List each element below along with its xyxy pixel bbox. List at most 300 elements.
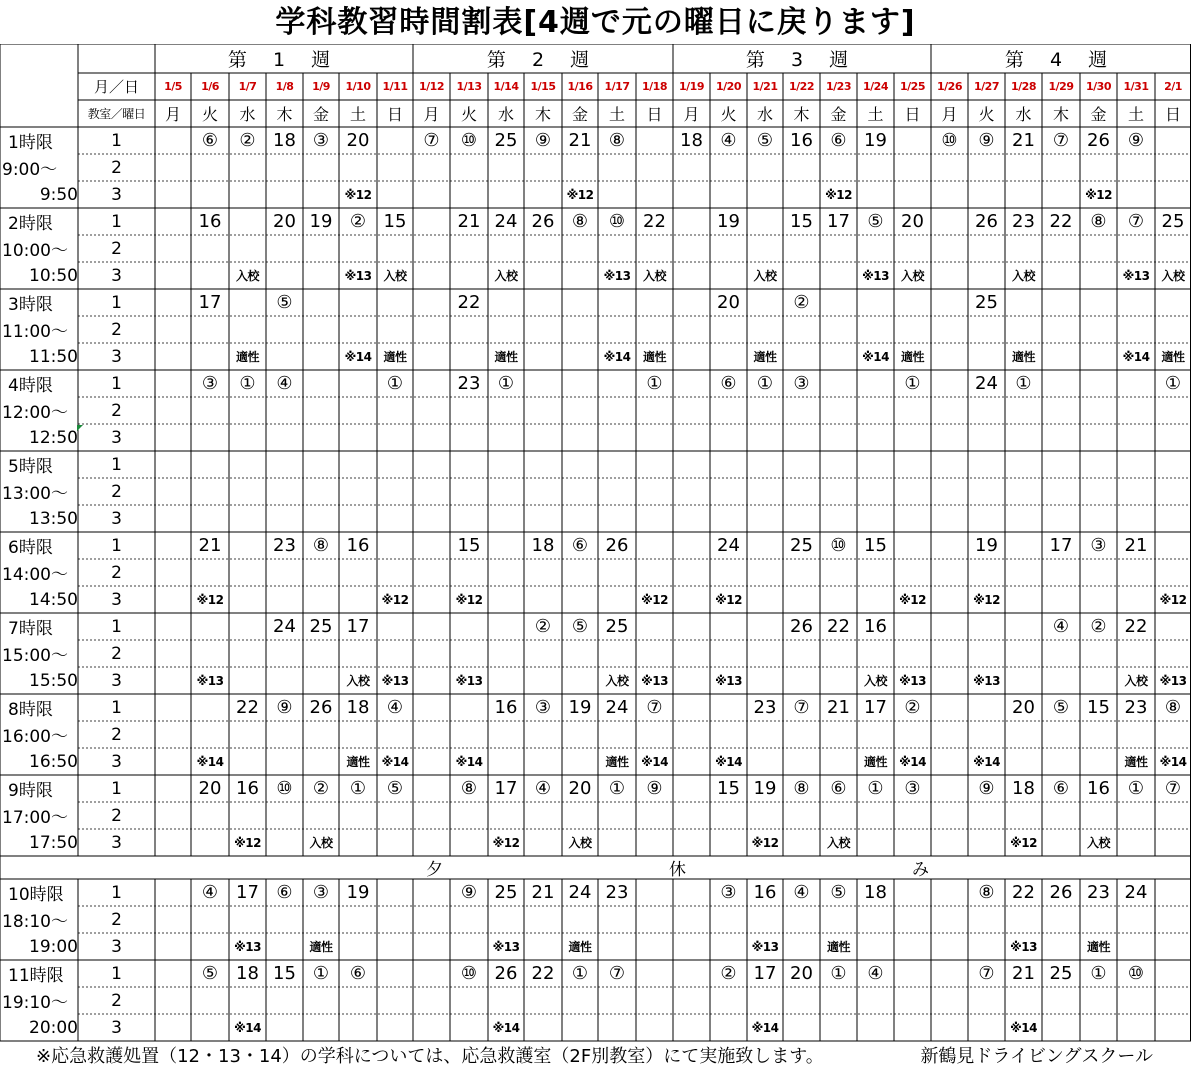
lesson-cell: 24: [975, 373, 998, 394]
lesson-cell: [1117, 721, 1155, 748]
lesson-cell: 入校: [1011, 269, 1035, 283]
lesson-cell: 入校: [605, 674, 629, 688]
lesson-cell: [636, 987, 673, 1014]
lesson-cell: [303, 802, 339, 829]
lesson-cell: [450, 451, 488, 478]
lesson-cell: [1117, 451, 1155, 478]
lesson-cell: ④: [720, 130, 737, 151]
lesson-cell: ⑧: [1164, 697, 1182, 718]
lesson-cell: ※12: [751, 835, 779, 850]
date-header: 1/27: [974, 80, 999, 93]
lesson-cell: [1005, 154, 1042, 181]
lesson-cell: [1117, 933, 1155, 960]
lesson-cell: [747, 802, 783, 829]
lesson-cell: [339, 235, 377, 262]
lesson-cell: [820, 424, 857, 451]
lesson-cell: ⑧: [571, 211, 589, 232]
lesson-cell: [598, 933, 636, 960]
lesson-cell: 22: [457, 292, 481, 313]
lesson-cell: [820, 667, 857, 694]
lesson-cell: ④: [201, 882, 219, 903]
lesson-cell: [524, 154, 562, 181]
lesson-cell: [229, 640, 266, 667]
lesson-cell: [673, 694, 710, 721]
lesson-cell: [857, 235, 894, 262]
lesson-cell: [820, 1014, 857, 1041]
lesson-cell: [636, 451, 673, 478]
lesson-cell: [710, 1014, 747, 1041]
lesson-cell: ※13: [862, 268, 889, 283]
lesson-cell: [820, 451, 857, 478]
lesson-cell: ※13: [455, 673, 483, 688]
lesson-cell: [450, 694, 488, 721]
lesson-cell: ④: [276, 373, 293, 394]
lesson-cell: [968, 478, 1005, 505]
lesson-cell: ⑤: [571, 616, 589, 637]
lesson-cell: 入校: [346, 674, 370, 688]
lesson-cell: [598, 154, 636, 181]
lesson-cell: [303, 721, 339, 748]
lesson-cell: [1155, 316, 1191, 343]
lesson-cell: [191, 802, 229, 829]
lesson-cell: 18: [236, 963, 259, 984]
lesson-cell: [339, 559, 377, 586]
lesson-cell: [1005, 559, 1042, 586]
lesson-cell: [524, 235, 562, 262]
lesson-cell: [229, 181, 266, 208]
lesson-cell: [673, 802, 710, 829]
lesson-cell: [229, 316, 266, 343]
lesson-cell: [931, 987, 968, 1014]
period-end-time: 16:50: [29, 751, 78, 772]
lesson-cell: [598, 640, 636, 667]
lesson-cell: 25: [605, 616, 629, 637]
lesson-cell: [488, 640, 524, 667]
lesson-cell: [229, 505, 266, 532]
lesson-cell: ①: [386, 373, 404, 394]
lesson-cell: [1155, 559, 1191, 586]
lesson-cell: [636, 829, 673, 856]
weekday-header: 水: [497, 105, 514, 124]
period-end-time: 11:50: [29, 346, 78, 367]
room-number: 1: [111, 882, 122, 903]
lesson-cell: ④: [867, 963, 884, 984]
lesson-cell: [783, 505, 820, 532]
lesson-cell: ⑩: [941, 130, 958, 151]
lesson-cell: [450, 424, 488, 451]
room-number: 1: [111, 130, 122, 151]
lesson-cell: [931, 424, 968, 451]
lesson-cell: ①: [867, 778, 884, 799]
lesson-cell: [894, 640, 931, 667]
lesson-cell: [1117, 802, 1155, 829]
lesson-cell: 適性: [1011, 350, 1035, 364]
lesson-cell: [413, 343, 450, 370]
lesson-cell: 15: [1087, 697, 1110, 718]
lesson-cell: [191, 640, 229, 667]
lesson-cell: [413, 933, 450, 960]
lesson-cell: [636, 640, 673, 667]
lesson-cell: [673, 906, 710, 933]
lesson-cell: [413, 987, 450, 1014]
lesson-cell: [1155, 235, 1191, 262]
lesson-cell: [673, 316, 710, 343]
lesson-cell: [968, 505, 1005, 532]
lesson-cell: ※14: [1010, 1020, 1037, 1035]
lesson-cell: [303, 667, 339, 694]
lesson-cell: [303, 235, 339, 262]
lesson-cell: [1042, 262, 1080, 289]
lesson-cell: ①: [312, 963, 330, 984]
lesson-cell: [1042, 235, 1080, 262]
lesson-cell: ④: [793, 882, 810, 903]
lesson-cell: [894, 316, 931, 343]
lesson-cell: 23: [1087, 882, 1110, 903]
lesson-cell: [266, 559, 303, 586]
lesson-cell: [894, 960, 931, 987]
lesson-cell: [710, 802, 747, 829]
lesson-cell: [783, 235, 820, 262]
lesson-cell: [968, 424, 1005, 451]
lesson-cell: [747, 424, 783, 451]
lesson-cell: [303, 397, 339, 424]
lesson-cell: ②: [720, 963, 737, 984]
weekday-header: 日: [904, 105, 921, 124]
lesson-cell: [303, 181, 339, 208]
lesson-cell: 適性: [826, 940, 850, 954]
lesson-cell: [968, 694, 1005, 721]
lesson-cell: ※12: [641, 592, 668, 607]
lesson-cell: 18: [531, 535, 555, 556]
lesson-cell: [1080, 640, 1117, 667]
lesson-cell: [524, 1014, 562, 1041]
lesson-cell: [968, 1014, 1005, 1041]
lesson-cell: ⑧: [312, 535, 330, 556]
lesson-cell: ③: [720, 882, 737, 903]
lesson-cell: [1005, 316, 1042, 343]
lesson-cell: 20: [1012, 697, 1035, 718]
lesson-cell: [450, 1014, 488, 1041]
lesson-cell: ③: [1090, 535, 1107, 556]
lesson-cell: [1155, 127, 1191, 154]
lesson-cell: [413, 208, 450, 235]
lesson-cell: [413, 262, 450, 289]
period-start-time: 9:00～: [2, 160, 58, 180]
lesson-cell: [1155, 933, 1191, 960]
lesson-cell: ※12: [234, 835, 261, 850]
lesson-cell: 19: [568, 697, 592, 718]
lesson-cell: [747, 505, 783, 532]
lesson-cell: ※13: [196, 673, 224, 688]
lesson-cell: [413, 694, 450, 721]
lesson-cell: [783, 1014, 820, 1041]
lesson-cell: [820, 154, 857, 181]
lesson-cell: [968, 316, 1005, 343]
lesson-cell: [820, 987, 857, 1014]
lesson-cell: ※12: [566, 187, 594, 202]
week-header: 第 3 週: [745, 49, 859, 71]
lesson-cell: [1005, 987, 1042, 1014]
room-number: 2: [111, 157, 122, 178]
lesson-cell: [931, 775, 968, 802]
lesson-cell: [1117, 559, 1155, 586]
lesson-cell: [377, 960, 413, 987]
lesson-cell: ①: [349, 778, 367, 799]
lesson-cell: ⑥: [276, 882, 293, 903]
lesson-cell: ③: [312, 130, 330, 151]
weekday-header: 土: [867, 105, 884, 124]
lesson-cell: [1117, 316, 1155, 343]
lesson-cell: ※12: [455, 592, 483, 607]
lesson-cell: ⑥: [349, 963, 367, 984]
lesson-cell: [413, 451, 450, 478]
lesson-cell: [266, 451, 303, 478]
lesson-cell: [820, 748, 857, 775]
lesson-cell: [673, 289, 710, 316]
weekday-header: 木: [793, 105, 810, 124]
lesson-cell: 23: [753, 697, 777, 718]
lesson-cell: ①: [830, 963, 847, 984]
lesson-cell: 22: [1124, 616, 1148, 637]
lesson-cell: [931, 262, 968, 289]
lesson-cell: [155, 262, 191, 289]
lesson-cell: 21: [1012, 130, 1035, 151]
lesson-cell: [562, 640, 598, 667]
lesson-cell: 21: [457, 211, 481, 232]
lesson-cell: [857, 987, 894, 1014]
lesson-cell: [413, 960, 450, 987]
lesson-cell: [894, 505, 931, 532]
lesson-cell: [1042, 451, 1080, 478]
lesson-cell: ①: [239, 373, 256, 394]
lesson-cell: ⑥: [720, 373, 737, 394]
lesson-cell: [562, 370, 598, 397]
lesson-cell: ⑤: [867, 211, 884, 232]
lesson-cell: [820, 289, 857, 316]
lesson-cell: [450, 640, 488, 667]
lesson-cell: [450, 181, 488, 208]
lesson-cell: ⑨: [978, 778, 995, 799]
lesson-cell: [1042, 933, 1080, 960]
lesson-cell: [303, 640, 339, 667]
lesson-cell: [598, 478, 636, 505]
weekday-header: 火: [201, 105, 218, 124]
lesson-cell: [413, 586, 450, 613]
lesson-cell: [524, 933, 562, 960]
lesson-cell: 入校: [568, 836, 592, 850]
evening-break-label: 休: [669, 860, 686, 880]
lesson-cell: [562, 424, 598, 451]
lesson-cell: [303, 154, 339, 181]
lesson-cell: [857, 829, 894, 856]
lesson-cell: 18: [346, 697, 370, 718]
weekday-header: 火: [720, 105, 737, 124]
lesson-cell: [673, 559, 710, 586]
lesson-cell: [1080, 154, 1117, 181]
lesson-cell: ※14: [899, 754, 926, 769]
lesson-cell: [524, 451, 562, 478]
lesson-cell: 適性: [383, 350, 407, 364]
lesson-cell: ④: [1052, 616, 1070, 637]
lesson-cell: ⑧: [1090, 211, 1107, 232]
lesson-cell: [413, 424, 450, 451]
lesson-cell: ③: [312, 882, 330, 903]
lesson-cell: [1080, 667, 1117, 694]
lesson-cell: [931, 802, 968, 829]
lesson-cell: 25: [975, 292, 998, 313]
lesson-cell: [229, 559, 266, 586]
lesson-cell: [562, 316, 598, 343]
lesson-cell: ※12: [1085, 187, 1112, 202]
lesson-cell: [229, 802, 266, 829]
lesson-cell: [524, 559, 562, 586]
period-end-time: 19:00: [29, 936, 78, 957]
lesson-cell: ⑥: [201, 130, 219, 151]
lesson-cell: [1155, 478, 1191, 505]
lesson-cell: [1080, 424, 1117, 451]
lesson-cell: [968, 262, 1005, 289]
lesson-cell: [820, 235, 857, 262]
lesson-cell: [524, 397, 562, 424]
lesson-cell: [450, 343, 488, 370]
lesson-cell: [747, 532, 783, 559]
lesson-cell: [598, 451, 636, 478]
lesson-cell: [377, 478, 413, 505]
lesson-cell: [1080, 802, 1117, 829]
lesson-cell: [857, 181, 894, 208]
lesson-cell: [191, 906, 229, 933]
lesson-cell: [783, 154, 820, 181]
lesson-cell: [191, 397, 229, 424]
lesson-cell: ※14: [234, 1020, 261, 1035]
lesson-cell: [339, 802, 377, 829]
lesson-cell: [413, 613, 450, 640]
lesson-cell: [1005, 532, 1042, 559]
lesson-cell: [820, 721, 857, 748]
room-number: 1: [111, 292, 122, 313]
lesson-cell: [636, 478, 673, 505]
lesson-cell: [450, 154, 488, 181]
lesson-cell: ※12: [899, 592, 926, 607]
lesson-cell: 19: [864, 130, 887, 151]
lesson-cell: [1005, 748, 1042, 775]
lesson-cell: 適性: [235, 350, 259, 364]
lesson-cell: [1005, 451, 1042, 478]
lesson-cell: [710, 235, 747, 262]
lesson-cell: [1155, 424, 1191, 451]
lesson-cell: [710, 451, 747, 478]
lesson-cell: ①: [608, 778, 626, 799]
lesson-cell: [1117, 505, 1155, 532]
lesson-cell: [1042, 424, 1080, 451]
lesson-cell: [524, 721, 562, 748]
lesson-cell: ⑧: [608, 130, 626, 151]
lesson-cell: [636, 397, 673, 424]
lesson-cell: [266, 343, 303, 370]
lesson-cell: 19: [309, 211, 333, 232]
lesson-cell: [673, 586, 710, 613]
lesson-cell: [266, 802, 303, 829]
lesson-cell: [598, 424, 636, 451]
lesson-cell: 適性: [753, 350, 777, 364]
lesson-cell: [1155, 879, 1191, 906]
period-name: 1時限: [8, 133, 53, 153]
lesson-cell: [562, 262, 598, 289]
lesson-cell: 19: [346, 882, 370, 903]
lesson-cell: [562, 748, 598, 775]
lesson-cell: [894, 478, 931, 505]
lesson-cell: [931, 933, 968, 960]
lesson-cell: 17: [753, 963, 777, 984]
lesson-cell: [191, 235, 229, 262]
lesson-cell: [1117, 1014, 1155, 1041]
lesson-cell: [1080, 451, 1117, 478]
lesson-cell: ⑨: [460, 882, 478, 903]
lesson-cell: [1042, 721, 1080, 748]
lesson-cell: [450, 397, 488, 424]
lesson-cell: [598, 559, 636, 586]
lesson-cell: [673, 208, 710, 235]
period-name: 6時限: [8, 538, 53, 558]
lesson-cell: 21: [531, 882, 555, 903]
room-number: 3: [111, 589, 122, 610]
lesson-cell: [783, 640, 820, 667]
lesson-cell: [1005, 181, 1042, 208]
lesson-cell: [747, 586, 783, 613]
lesson-cell: [377, 289, 413, 316]
lesson-cell: ※13: [641, 673, 668, 688]
lesson-cell: 17: [346, 616, 370, 637]
lesson-cell: [1117, 181, 1155, 208]
timetable: [0, 44, 1191, 1043]
lesson-cell: 26: [309, 697, 333, 718]
date-header: 2/1: [1164, 80, 1182, 93]
date-header: 1/25: [900, 80, 925, 93]
lesson-cell: [303, 343, 339, 370]
lesson-cell: 15: [273, 963, 296, 984]
room-number: 3: [111, 508, 122, 529]
lesson-cell: 適性: [1161, 350, 1185, 364]
lesson-cell: [931, 397, 968, 424]
lesson-cell: ⑥: [830, 130, 847, 151]
lesson-cell: [1005, 613, 1042, 640]
lesson-cell: [524, 748, 562, 775]
lesson-cell: [488, 667, 524, 694]
period-name: 4時限: [8, 376, 53, 396]
lesson-cell: [894, 154, 931, 181]
lesson-cell: [377, 906, 413, 933]
lesson-cell: [1155, 960, 1191, 987]
lesson-cell: [266, 906, 303, 933]
lesson-cell: [747, 667, 783, 694]
lesson-cell: [377, 802, 413, 829]
lesson-cell: [747, 640, 783, 667]
lesson-cell: [450, 802, 488, 829]
room-number: 3: [111, 184, 122, 205]
lesson-cell: [820, 397, 857, 424]
lesson-cell: [450, 235, 488, 262]
lesson-cell: ※14: [641, 754, 668, 769]
lesson-cell: 適性: [1124, 755, 1148, 769]
room-number: 2: [111, 400, 122, 421]
lesson-cell: [673, 532, 710, 559]
lesson-cell: ⑧: [793, 778, 810, 799]
date-header: 1/20: [716, 80, 741, 93]
lesson-cell: [377, 559, 413, 586]
lesson-cell: ※12: [825, 187, 852, 202]
lesson-cell: [191, 987, 229, 1014]
lesson-cell: [303, 906, 339, 933]
